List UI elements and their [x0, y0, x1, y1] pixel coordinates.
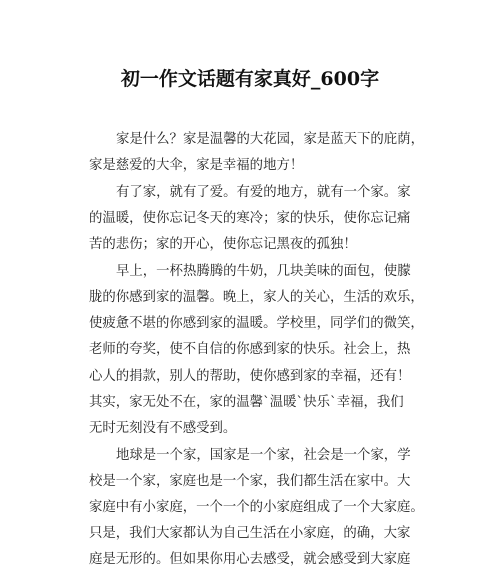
document-title: 初一作文话题有家真好_600字 [120, 68, 380, 90]
paragraph-line: 心人的捐款，别人的帮助，使你感到家的幸福，还有！ [89, 369, 411, 384]
paragraph-line: 的温暖，使你忘记冬天的寒冷；家的快乐，使你忘记痛 [89, 211, 411, 226]
paragraph-line: 老师的夸奖，使不自信的你感到家的快乐。社会上，热 [89, 342, 411, 357]
paragraph-line: 家庭中有小家庭，一个一个的小家庭组成了一个大家庭。 [89, 500, 424, 515]
paragraph-line: 有了家，就有了爱。有爱的地方，就有一个家。家 [116, 185, 411, 200]
paragraph-line: 校是一个家，家庭也是一个家，我们都生活在家中。大 [89, 474, 411, 489]
paragraph-line: 其实，家无处不在，家的温馨`温暖`快乐`幸福，我们 [89, 395, 404, 410]
paragraph-line: 庭是无形的。但如果你用心去感受，就会感受到大家庭 [89, 552, 411, 566]
paragraph-line: 早上，一杯热腾腾的牛奶，几块美味的面包，使朦 [116, 264, 411, 279]
paragraph-line: 地球是一个家，国家是一个家，社会是一个家，学 [116, 448, 411, 463]
paragraph-line: 使疲惫不堪的你感到家的温暖。学校里，同学们的微笑， [89, 316, 424, 331]
paragraph-line: 胧的你感到家的温馨。晚上，家人的关心，生活的欢乐， [89, 290, 424, 305]
paragraph-line: 家是慈爱的大伞，家是幸福的地方！ [89, 158, 304, 173]
paragraph-line: 无时无刻没有不感受到。 [89, 421, 237, 436]
paragraph-line: 家是什么？家是温馨的大花园，家是蓝天下的庇荫， [116, 132, 424, 147]
paragraph-line: 苦的悲伤；家的开心，使你忘记黑夜的孤独！ [89, 237, 357, 252]
paragraph-line: 只是，我们大家都认为自己生活在小家庭，的确，大家 [89, 526, 411, 541]
